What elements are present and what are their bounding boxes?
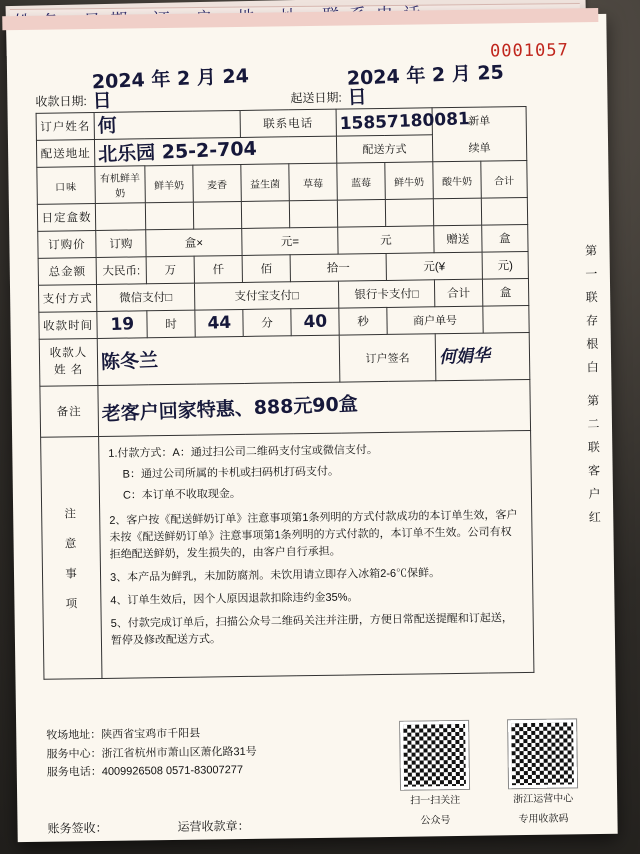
pay-method-bankcard[interactable]: 银行卡支付□ (338, 280, 434, 308)
notice-body (99, 430, 534, 678)
order-price-cell-4: 赠送 (434, 225, 482, 253)
pay-total-label: 合计 (434, 279, 482, 307)
qr-code-icon[interactable] (400, 721, 469, 790)
pay-method-alipay[interactable]: 支付宝支付□ (194, 281, 338, 310)
serial-number: 0001057 (489, 40, 569, 62)
daily-count-label: 日定盒数 (37, 204, 95, 232)
farm-address-label: 牧场地址： (46, 728, 102, 742)
total-cell-0: 大民币: (96, 257, 146, 285)
customer-name-label: 订户姓名 (36, 113, 94, 141)
signature-value: 何娟华 (435, 332, 530, 380)
notice-title-char-2: 事 (65, 567, 78, 580)
copy-mark-second: 第 二 联 客 户 红 (585, 393, 602, 527)
daily-count-6 (385, 199, 433, 227)
flavor-cell-6: 鲜牛奶 (385, 162, 434, 200)
notice-item-1: B：通过公司所属的卡机或扫码机打码支付。 (122, 465, 340, 481)
flavor-cell-2: 麦香 (193, 164, 242, 202)
pay-time-min: 44 (195, 309, 243, 337)
row-notice (41, 430, 534, 679)
merchant-no-value (483, 305, 529, 333)
signature-label: 订户签名 (339, 334, 436, 382)
total-cell-5: 元(¥ (386, 252, 482, 280)
qr2-line1: 浙江运营中心 (513, 793, 574, 806)
pay-time-sec-unit: 秒 (339, 307, 387, 335)
qr2-line2: 专用收款码 (518, 813, 569, 826)
remark-value: 老客户回家特惠、888元90盒 (98, 379, 531, 436)
order-price-cell-5: 盒 (482, 224, 528, 252)
notice-item-5: 4、订单生效后，因个人原因退款扣除违约金35%。 (110, 591, 359, 608)
renew-label: 续单 (432, 133, 526, 161)
row-cashier (39, 332, 530, 386)
flavor-cell-4: 草莓 (289, 163, 338, 201)
flavor-cell-3: 益生菌 (241, 164, 290, 202)
service-center-value: 浙江省杭州市萧山区萧化路31号 (101, 745, 257, 760)
notice-title (41, 436, 102, 679)
pay-time-label: 收款时间 (39, 311, 97, 339)
receive-date-value: 2024 年 2 月 24 日 (91, 65, 250, 113)
notice-item-4: 3、本产品为鲜乳，未加防腐剂。未饮用请立即存入冰箱2-6℃保鲜。 (109, 567, 441, 585)
address-label: 配送地址 (36, 140, 94, 168)
operator-seal-label: 运营收款章： (177, 818, 250, 834)
daily-count-5 (337, 199, 385, 227)
flavor-cell-1: 鲜羊奶 (145, 165, 194, 203)
total-label: 总金额 (38, 257, 96, 285)
pay-total-unit: 盒 (482, 278, 528, 306)
service-phone-label: 服务电话： (46, 766, 102, 780)
order-price-label: 订购价 (38, 231, 96, 259)
cashier-label-line1: 收款人 (49, 346, 88, 360)
order-price-cell-0: 订购 (96, 230, 146, 258)
receipt-sheet (6, 14, 617, 842)
qr1-line2: 公众号 (420, 815, 451, 827)
receipt-table (36, 106, 535, 680)
pay-method-label: 支付方式 (38, 284, 96, 312)
notice-title-char-1: 意 (64, 537, 78, 550)
footer-contact (46, 724, 257, 783)
total-cell-3: 佰 (242, 255, 290, 283)
notice-item-0: 1.付款方式：A：通过扫公司二维码支付宝或微信支付。 (108, 444, 378, 460)
farm-address-value: 陕西省宝鸡市千阳县 (101, 727, 201, 741)
qr1-line1: 扫一扫关注 (410, 794, 461, 807)
qr-code-icon-2[interactable] (508, 719, 577, 788)
cashier-label-line2: 姓 名 (53, 364, 84, 377)
new-order-label: 新单 (432, 106, 526, 134)
pay-time-min-unit: 分 (243, 309, 291, 337)
account-sign-label: 账务签收： (47, 820, 108, 836)
address-value: 北乐园 25-2-704 (94, 136, 336, 166)
flavor-cell-7: 酸牛奶 (433, 161, 482, 199)
phone-value: 15857180081 (336, 108, 432, 136)
phone-label: 联系电话 (240, 109, 336, 137)
order-price-cell-2: 元= (242, 227, 338, 255)
service-phone-value: 4009926508 0571-83007277 (101, 764, 244, 779)
daily-count-1 (145, 202, 193, 230)
cashier-value: 陈冬兰 (97, 335, 340, 385)
total-cell-2: 仟 (194, 255, 242, 283)
notice-item-3: 2、客户按《配送鲜奶订单》注意事项第1条列明的方式付款成功的本订单生效，客户未按《配送鲜奶订单》注意事项第1条列明的方式付款的，本订单不生效。公司有权拒绝配送鲜奶，发生损失的，由客户自行承担。 (109, 509, 518, 562)
pay-method-wechat[interactable]: 微信支付□ (96, 283, 194, 311)
receipt-form (35, 61, 533, 680)
daily-count-3 (241, 201, 289, 229)
flavor-cell-5: 蓝莓 (337, 162, 386, 200)
total-cell-1: 万 (146, 256, 194, 284)
pay-time-hour: 19 (97, 311, 147, 339)
notice-title-char-0: 注 (64, 507, 78, 520)
start-date-value: 2024 年 2 月 25 日 (346, 61, 505, 109)
delivery-method-label: 配送方式 (336, 135, 432, 163)
total-cell-4: 拾一 (290, 253, 386, 281)
row-remark (40, 379, 531, 437)
total-cell-6: 元) (482, 251, 528, 279)
receive-date-label: 收款日期: (35, 94, 87, 109)
remark-label: 备注 (40, 385, 99, 437)
pay-time-hour-unit: 时 (147, 310, 195, 338)
order-price-cell-1: 盒× (146, 228, 242, 256)
flavor-label: 口味 (37, 167, 96, 205)
daily-count-2 (193, 201, 241, 229)
flavor-cell-8: 合计 (481, 160, 528, 198)
notice-title-char-3: 项 (65, 597, 79, 610)
daily-count-8 (481, 197, 527, 225)
notice-item-2: C：本订单不收取现金。 (122, 488, 241, 502)
merchant-no-label: 商户单号 (387, 306, 483, 334)
pay-time-sec: 40 (291, 308, 339, 336)
copy-mark-first: 第 一 联 存 根 白 (583, 243, 600, 377)
order-price-cell-3: 元 (338, 226, 434, 254)
cashier-label (39, 338, 98, 386)
date-header-row (35, 61, 526, 113)
flavor-cell-0: 有机鲜羊奶 (95, 166, 146, 204)
daily-count-7 (433, 198, 481, 226)
daily-count-4 (289, 200, 337, 228)
daily-count-0 (95, 203, 145, 231)
notice-item-6: 5、付款完成订单后，扫描公众号二维码关注并注册，方便日常配送提醒和订起送，暂停及修改配送方式。 (110, 612, 513, 648)
customer-name-value: 何 (94, 110, 240, 139)
service-center-label: 服务中心： (46, 747, 102, 761)
start-date-label: 起送日期: (290, 90, 342, 106)
